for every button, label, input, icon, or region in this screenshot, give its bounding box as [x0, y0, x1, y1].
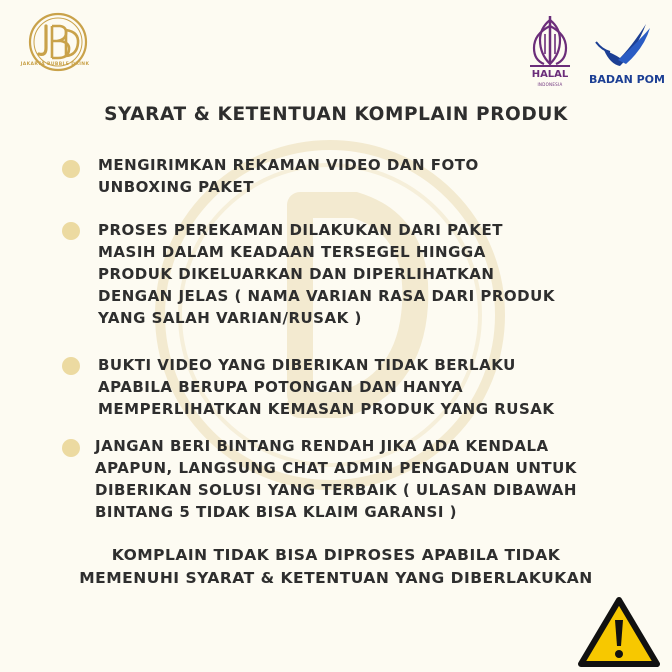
brand-caption: JAKARTA BUBBLE DRINK [20, 62, 90, 67]
terms-item-text: PROSES PEREKAMAN DILAKUKAN DARI PAKET MASIH DALAM KEADAAN TERSEGEL HINGGA PRODUK DIKELUARKAN DAN DIPERLIHATKAN DENGAN JELAS ( NAMA VARIAN RASA DARI PRODUK YANG SALAH VARIAN/RUSAK ) [98, 221, 555, 327]
bullet-dot-icon [62, 439, 80, 457]
warning-triangle-icon [578, 596, 660, 668]
page-title: SYARAT & KETENTUAN KOMPLAIN PRODUK [104, 104, 568, 125]
bullet-dot-icon [62, 160, 80, 178]
bullet-dot-icon [62, 222, 80, 240]
terms-item-text: MENGIRIMKAN REKAMAN VIDEO DAN FOTO UNBOXING PAKET [98, 156, 479, 196]
footer-notice: KOMPLAIN TIDAK BISA DIPROSES APABILA TIDAK MEMENUHI SYARAT & KETENTUAN YANG DIBERLAKUKAN [79, 546, 593, 587]
badan-pom-label: BADAN POM [589, 73, 665, 86]
bullet-dot-icon [62, 357, 80, 375]
terms-item-text: JANGAN BERI BINTANG RENDAH JIKA ADA KENDALA APAPUN, LANGSUNG CHAT ADMIN PENGADUAN UNTUK DIBERIKAN SOLUSI YANG TERBAIK ( ULASAN DIBAWAH BINTANG 5 TIDAK BISA KLAIM GARANSI ) [95, 437, 577, 521]
halal-label: HALAL [531, 69, 569, 80]
terms-item-text: BUKTI VIDEO YANG DIBERIKAN TIDAK BERLAKU APABILA BERUPA POTONGAN DAN HANYA MEMPERLIHATKAN KEMASAN PRODUK YANG RUSAK [98, 356, 555, 418]
halal-sublabel: INDONESIA [537, 82, 563, 87]
